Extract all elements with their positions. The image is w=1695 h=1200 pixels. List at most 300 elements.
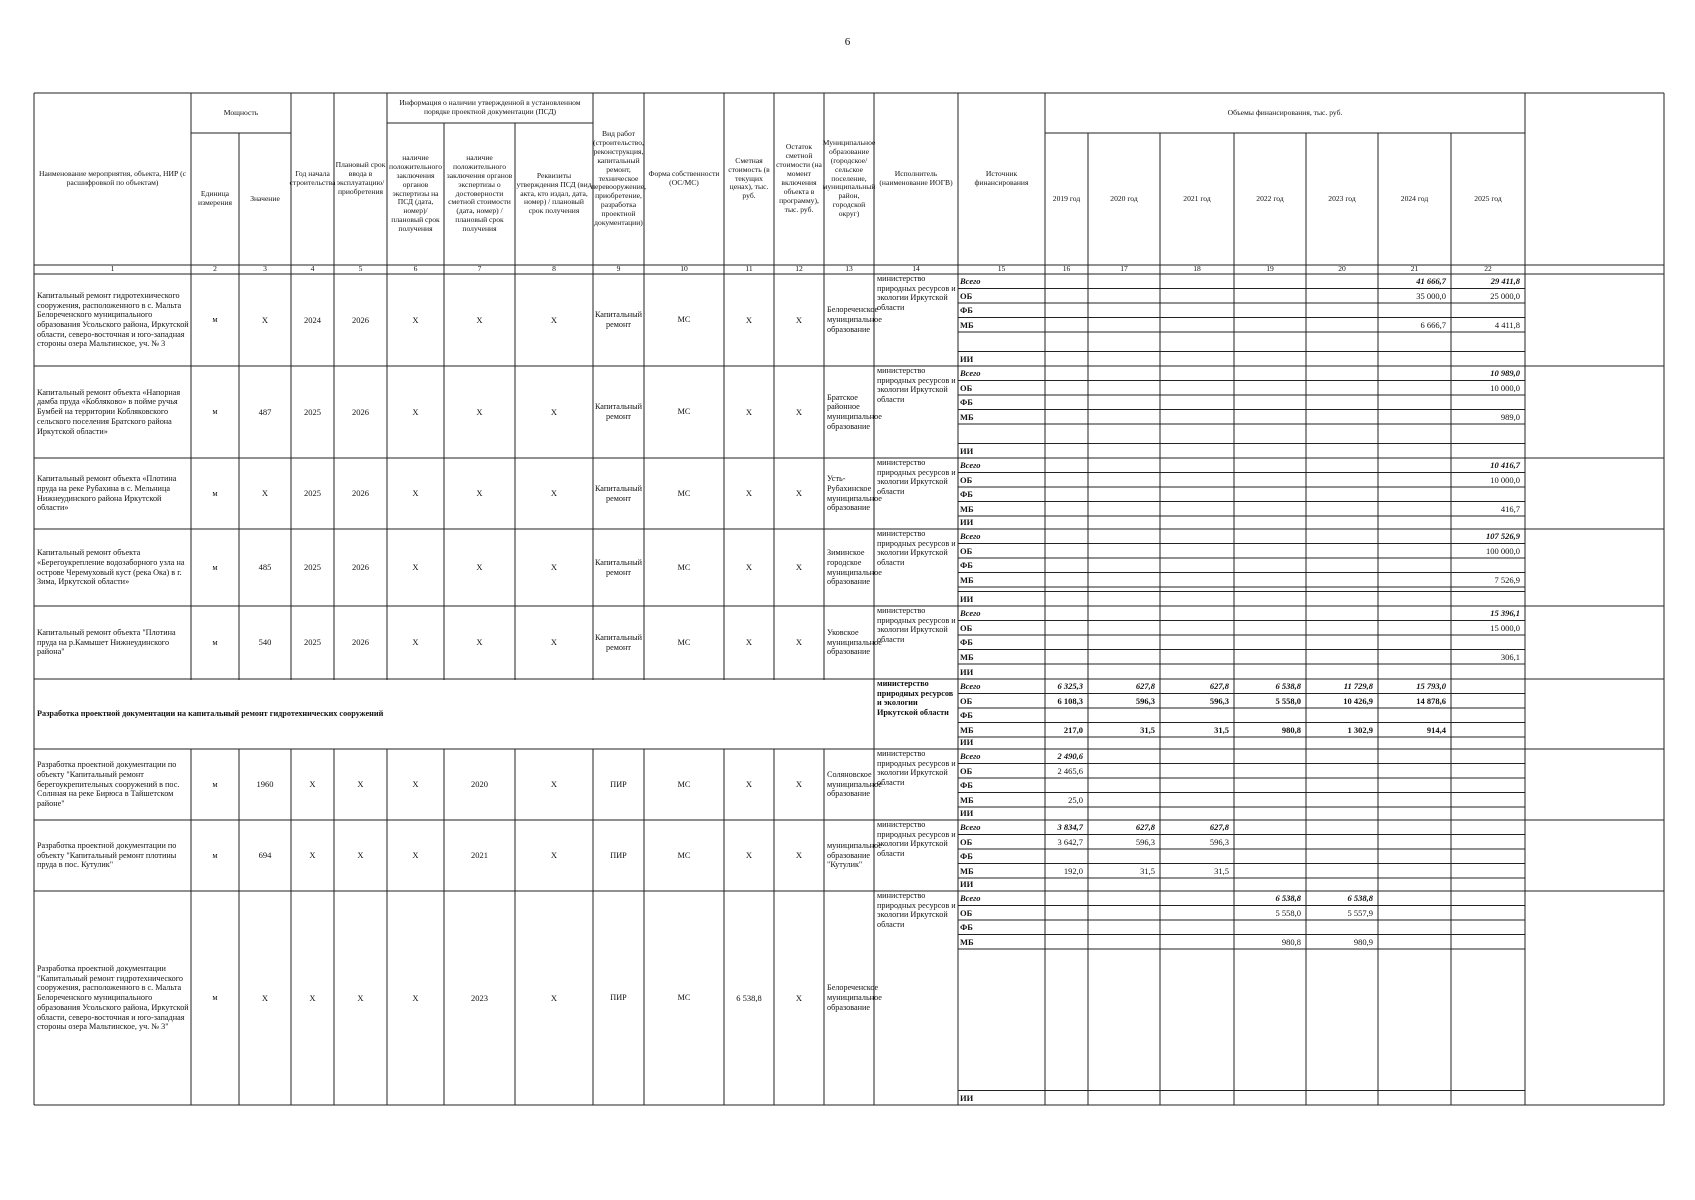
- column-number: 17: [1120, 264, 1128, 274]
- object-value: Х: [261, 314, 269, 325]
- header-unit: Единица измерения: [198, 189, 232, 207]
- object-municipality: муниципальное образование "Кутулик": [827, 840, 882, 870]
- funding-value: 596,3: [1209, 836, 1229, 847]
- column-number: 4: [310, 264, 315, 274]
- header-estimated-cost: Сметная стоимость (в текущих ценах), тыс. руб.: [728, 155, 770, 201]
- object-name: Капитальный ремонт объекта «Напорная дамба пруда «Кобляково» в пойме ручья Бумбей на территории Кобляковского сельского поселения Братского района Иркутской области»: [37, 387, 181, 436]
- funding-value: 6 538,8: [1275, 681, 1301, 692]
- source-label: ИИ: [960, 445, 974, 456]
- funding-value: 14 878,6: [1416, 695, 1446, 706]
- source-label: ОБ: [960, 545, 973, 556]
- object-psd-requisites: Х: [550, 562, 558, 573]
- object-psd-positive: Х: [412, 488, 419, 499]
- source-label: ОБ: [960, 765, 973, 776]
- header-value: Значение: [250, 193, 280, 203]
- funding-value: [1045, 606, 1088, 621]
- funding-value: [1306, 749, 1378, 764]
- funding-value: [1306, 708, 1378, 723]
- source-label: МБ: [960, 865, 974, 876]
- funding-value: [1088, 891, 1160, 906]
- funding-value: [1378, 303, 1451, 318]
- funding-value: [1378, 558, 1451, 573]
- object-psd-cost: Х: [476, 637, 483, 648]
- funding-value: [1234, 366, 1306, 381]
- funding-value: 25 000,0: [1490, 290, 1520, 301]
- funding-value: [1160, 906, 1234, 921]
- header-psd-cost: наличие положительного заключения органов экспертизы о достоверности сметной стоимости (дата, номер) / плановый срок получения: [446, 152, 513, 234]
- column-number: 6: [413, 264, 418, 274]
- source-label: Всего: [960, 368, 981, 379]
- funding-value: [1306, 635, 1378, 650]
- funding-value: [1160, 529, 1234, 544]
- funding-value: [1088, 778, 1160, 793]
- funding-value: [1045, 849, 1088, 864]
- object-remaining-cost: Х: [795, 637, 803, 648]
- funding-value: [1160, 515, 1234, 530]
- funding-value: [1045, 544, 1088, 559]
- funding-value: [1234, 665, 1306, 680]
- header-municipality: Муниципальное образование (городское/сельское поселение, муниципальный район, городской округ): [822, 137, 876, 219]
- funding-value: [1160, 606, 1234, 621]
- object-ownership: МС: [677, 315, 691, 325]
- funding-value: [1088, 606, 1160, 621]
- funding-value: [1045, 920, 1088, 935]
- funding-value: [1088, 544, 1160, 559]
- funding-value: [1045, 395, 1088, 410]
- object-ownership: МС: [677, 407, 691, 417]
- section-executor: министерство природных ресурсов и экологии Иркутской области: [877, 679, 954, 718]
- funding-value: 31,5: [1214, 724, 1229, 735]
- object-ownership: МС: [677, 993, 691, 1003]
- funding-value: [1306, 544, 1378, 559]
- funding-value: [1306, 621, 1378, 636]
- funding-value: [1234, 318, 1306, 333]
- funding-value: 31,5: [1140, 724, 1155, 735]
- funding-value: [1306, 606, 1378, 621]
- funding-value: [1088, 458, 1160, 473]
- funding-value: [1234, 458, 1306, 473]
- funding-value: [1088, 849, 1160, 864]
- object-remaining-cost: Х: [795, 314, 803, 325]
- funding-value: [1306, 665, 1378, 680]
- funding-value: [1451, 679, 1525, 694]
- funding-value: [1378, 529, 1451, 544]
- object-municipality: Усть-Рубахинское муниципальное образование: [827, 474, 882, 513]
- funding-value: [1088, 289, 1160, 304]
- funding-value: [1234, 303, 1306, 318]
- object-remaining-cost: Х: [795, 488, 803, 499]
- funding-value: [1088, 665, 1160, 680]
- header-name: Наименование мероприятия, объекта, НИР (с расшифровкой по объектам): [39, 169, 186, 187]
- funding-value: [1088, 573, 1160, 588]
- funding-value: [1378, 458, 1451, 473]
- funding-value: 914,4: [1426, 724, 1446, 735]
- funding-value: [1378, 877, 1451, 892]
- object-psd-positive: Х: [412, 992, 419, 1003]
- funding-value: 10 426,9: [1343, 695, 1373, 706]
- funding-value: [1088, 410, 1160, 425]
- funding-value: [1234, 735, 1306, 750]
- source-label: МБ: [960, 651, 974, 662]
- funding-value: [1306, 473, 1378, 488]
- funding-value: [1160, 558, 1234, 573]
- funding-value: 4 411,8: [1494, 319, 1520, 330]
- funding-value: [1378, 1091, 1451, 1106]
- object-executor: министерство природных ресурсов и экологии Иркутской области: [877, 606, 956, 645]
- funding-value: [1378, 650, 1451, 665]
- funding-value: 596,3: [1135, 836, 1155, 847]
- object-name: Капитальный ремонт объекта «Плотина пруда на реке Рубахина в с. Мельница Нижнеудинского района Иркутской области»: [37, 474, 177, 513]
- funding-value: [1378, 820, 1451, 835]
- object-estimated-cost: Х: [745, 637, 753, 648]
- object-ownership: МС: [677, 850, 691, 860]
- header-funding: Объемы финансирования, тыс. руб.: [1227, 107, 1343, 117]
- object-unit: м: [212, 993, 218, 1003]
- object-psd-requisites: Х: [550, 779, 558, 790]
- column-number: 20: [1338, 264, 1346, 274]
- source-label: Всего: [960, 531, 981, 542]
- object-unit: м: [212, 315, 218, 325]
- funding-value: [1088, 935, 1160, 950]
- column-number: 13: [845, 264, 853, 274]
- funding-value: [1160, 444, 1234, 459]
- funding-value: [1088, 650, 1160, 665]
- funding-value: 306,1: [1500, 651, 1520, 662]
- funding-value: [1234, 529, 1306, 544]
- object-name: Капитальный ремонт гидротехнического сооружения, расположенного в с. Мальта Белореченского муниципального образования Усольского района, Иркутской области, северо-восточная и юго-западная стороны озера Мальтинское, уч. № 3: [37, 290, 189, 349]
- object-work-type: ПИР: [610, 850, 627, 860]
- header-remaining-cost: Остаток сметной стоимости (на момент включения объекта в программу), тыс. руб.: [776, 142, 822, 214]
- funding-value: [1088, 906, 1160, 921]
- funding-value: [1160, 621, 1234, 636]
- object-remaining-cost: Х: [795, 992, 803, 1003]
- funding-value: [1306, 778, 1378, 793]
- source-label: Всего: [960, 751, 981, 762]
- source-label: ИИ: [960, 878, 974, 889]
- object-psd-cost: 2021: [471, 850, 488, 861]
- header-source: Источник финансирования: [974, 169, 1029, 187]
- funding-value: [1378, 806, 1451, 821]
- funding-value: [1378, 606, 1451, 621]
- funding-value: [1088, 708, 1160, 723]
- source-label: ИИ: [960, 593, 974, 604]
- funding-value: [1306, 849, 1378, 864]
- source-label: МБ: [960, 411, 974, 422]
- funding-value: [1160, 749, 1234, 764]
- funding-value: 6 538,8: [1275, 893, 1301, 904]
- column-number: 10: [680, 264, 688, 274]
- funding-value: [1451, 635, 1525, 650]
- object-planned: 2026: [352, 406, 369, 417]
- header-year: 2021 год: [1183, 193, 1211, 203]
- funding-value: [1045, 891, 1088, 906]
- funding-value: [1045, 381, 1088, 396]
- object-psd-positive: Х: [412, 314, 419, 325]
- funding-value: [1378, 891, 1451, 906]
- funding-value: [1045, 877, 1088, 892]
- funding-value: [1451, 444, 1525, 459]
- funding-value: [1160, 395, 1234, 410]
- funding-value: [1306, 410, 1378, 425]
- funding-value: [1378, 906, 1451, 921]
- funding-value: [1234, 544, 1306, 559]
- funding-value: [1306, 806, 1378, 821]
- column-number: 22: [1484, 264, 1492, 274]
- funding-value: [1378, 573, 1451, 588]
- funding-value: [1451, 735, 1525, 750]
- funding-value: [1045, 621, 1088, 636]
- funding-value: [1160, 592, 1234, 607]
- funding-value: [1451, 891, 1525, 906]
- funding-value: [1451, 806, 1525, 821]
- column-number: 21: [1410, 264, 1419, 274]
- object-planned: 2026: [352, 314, 369, 325]
- funding-value: [1234, 515, 1306, 530]
- funding-value: [1088, 558, 1160, 573]
- source-label: Всего: [960, 276, 981, 287]
- funding-value: [1378, 487, 1451, 502]
- funding-value: [1234, 635, 1306, 650]
- funding-value: [1088, 621, 1160, 636]
- column-number: 18: [1193, 264, 1201, 274]
- funding-value: [1234, 487, 1306, 502]
- funding-value: [1088, 920, 1160, 935]
- header-planned-term: Плановый срок ввода в эксплуатацию/приобретения: [335, 160, 386, 196]
- object-remaining-cost: Х: [795, 562, 803, 573]
- funding-value: [1234, 473, 1306, 488]
- object-estimated-cost: Х: [745, 488, 753, 499]
- funding-value: 980,9: [1353, 936, 1373, 947]
- source-label: ФБ: [960, 922, 973, 933]
- object-ownership: МС: [677, 779, 691, 789]
- funding-value: 416,7: [1500, 503, 1520, 514]
- funding-value: [1045, 906, 1088, 921]
- funding-value: [1045, 318, 1088, 333]
- funding-value: [1160, 487, 1234, 502]
- funding-value: 5 558,0: [1275, 907, 1301, 918]
- funding-value: [1045, 515, 1088, 530]
- header-year: 2024 год: [1400, 193, 1429, 203]
- funding-value: [1378, 444, 1451, 459]
- funding-value: [1306, 444, 1378, 459]
- funding-value: [1160, 544, 1234, 559]
- source-label: Всего: [960, 460, 981, 471]
- header-start-year: Год начала строительства: [289, 169, 336, 187]
- funding-value: [1160, 1091, 1234, 1106]
- funding-value: [1378, 544, 1451, 559]
- source-label: ИИ: [960, 736, 974, 747]
- header-executor: Исполнитель (наименование ИОГВ): [879, 169, 953, 187]
- funding-value: [1306, 458, 1378, 473]
- funding-value: 2 490,6: [1057, 751, 1083, 762]
- funding-value: [1306, 835, 1378, 850]
- funding-value: 6 325,3: [1057, 681, 1083, 692]
- funding-value: 10 989,0: [1490, 368, 1520, 379]
- funding-value: 2 465,6: [1057, 765, 1083, 776]
- column-number: 5: [358, 264, 363, 274]
- funding-value: 29 411,8: [1490, 276, 1520, 287]
- funding-value: [1451, 849, 1525, 864]
- funding-value: [1234, 849, 1306, 864]
- source-label: МБ: [960, 936, 974, 947]
- object-psd-cost: Х: [476, 314, 483, 325]
- source-label: ФБ: [960, 710, 973, 721]
- funding-value: [1045, 778, 1088, 793]
- funding-value: [1088, 381, 1160, 396]
- object-psd-cost: 2020: [471, 779, 488, 790]
- column-number: 1: [110, 264, 115, 274]
- funding-value: 1 302,9: [1347, 724, 1373, 735]
- header-capacity: Мощность: [223, 107, 259, 117]
- funding-value: [1234, 621, 1306, 636]
- funding-value: [1045, 935, 1088, 950]
- funding-value: [1088, 764, 1160, 779]
- object-name: Капитальный ремонт объекта "Плотина пруда на р.Камышет Нижнеудинского района": [37, 627, 176, 657]
- funding-value: 596,3: [1135, 695, 1155, 706]
- funding-value: [1234, 835, 1306, 850]
- object-estimated-cost: 6 538,8: [736, 992, 762, 1003]
- funding-value: [1088, 735, 1160, 750]
- page-number: 6: [844, 36, 851, 48]
- object-value: 540: [258, 637, 272, 648]
- funding-value: [1045, 708, 1088, 723]
- object-name: Капитальный ремонт объекта «Берегоукрепление водозаборного узла на острове Черемуховый куст (река Ока) в г. Зима, Иркутской области»: [37, 548, 185, 587]
- funding-value: [1451, 778, 1525, 793]
- column-number: 11: [745, 264, 753, 274]
- funding-value: [1088, 487, 1160, 502]
- funding-value: 25,0: [1068, 794, 1083, 805]
- header-year: 2022 год: [1256, 193, 1284, 203]
- funding-value: [1160, 352, 1234, 367]
- object-start: Х: [309, 992, 316, 1003]
- funding-value: [1045, 650, 1088, 665]
- funding-value: 7 526,9: [1494, 574, 1520, 585]
- funding-value: 980,8: [1281, 936, 1301, 947]
- funding-value: [1234, 558, 1306, 573]
- funding-value: [1378, 835, 1451, 850]
- funding-value: [1306, 487, 1378, 502]
- funding-value: 627,8: [1135, 822, 1155, 833]
- object-psd-cost: Х: [476, 406, 483, 417]
- funding-value: [1234, 920, 1306, 935]
- funding-value: [1451, 395, 1525, 410]
- object-executor: министерство природных ресурсов и экологии Иркутской области: [877, 274, 956, 313]
- funding-value: 627,8: [1209, 822, 1229, 833]
- funding-value: [1306, 920, 1378, 935]
- funding-value: [1045, 352, 1088, 367]
- funding-value: [1234, 778, 1306, 793]
- source-label: ИИ: [960, 516, 974, 527]
- object-ownership: МС: [677, 562, 691, 572]
- object-psd-cost: Х: [476, 488, 483, 499]
- section-title: Разработка проектной документации на капитальный ремонт гидротехнических сооружений: [37, 709, 384, 719]
- funding-value: [1234, 573, 1306, 588]
- source-label: ОБ: [960, 474, 973, 485]
- source-label: ФБ: [960, 397, 973, 408]
- funding-value: [1160, 473, 1234, 488]
- object-psd-requisites: Х: [550, 314, 558, 325]
- object-remaining-cost: Х: [795, 779, 803, 790]
- object-start: Х: [309, 779, 316, 790]
- source-label: ОБ: [960, 622, 973, 633]
- funding-value: [1451, 487, 1525, 502]
- funding-value: [1160, 764, 1234, 779]
- object-unit: м: [212, 488, 218, 498]
- funding-value: 3 642,7: [1057, 836, 1083, 847]
- object-psd-requisites: Х: [550, 637, 558, 648]
- funding-value: [1045, 289, 1088, 304]
- funding-value: [1234, 352, 1306, 367]
- funding-value: [1088, 366, 1160, 381]
- funding-value: 6 538,8: [1347, 893, 1373, 904]
- funding-value: [1045, 558, 1088, 573]
- funding-value: [1234, 606, 1306, 621]
- funding-value: [1378, 395, 1451, 410]
- object-municipality: Братское районное муниципальное образование: [827, 392, 882, 431]
- source-label: ОБ: [960, 382, 973, 393]
- funding-value: 6 108,3: [1057, 695, 1083, 706]
- source-label: ФБ: [960, 780, 973, 791]
- object-unit: м: [212, 637, 218, 647]
- funding-value: [1378, 381, 1451, 396]
- column-number: 8: [552, 264, 556, 274]
- funding-value: [1234, 381, 1306, 396]
- funding-value: [1088, 1091, 1160, 1106]
- funding-value: [1160, 778, 1234, 793]
- funding-value: [1234, 444, 1306, 459]
- funding-value: [1234, 395, 1306, 410]
- funding-value: [1306, 395, 1378, 410]
- funding-value: [1234, 410, 1306, 425]
- column-number: 19: [1266, 264, 1274, 274]
- funding-value: [1378, 592, 1451, 607]
- funding-value: 31,5: [1214, 865, 1229, 876]
- funding-value: [1045, 735, 1088, 750]
- funding-value: [1045, 444, 1088, 459]
- object-municipality: Соляновское муниципальное образование: [827, 769, 882, 799]
- object-psd-positive: Х: [412, 779, 419, 790]
- object-value: Х: [261, 488, 269, 499]
- funding-value: [1378, 665, 1451, 680]
- funding-value: 627,8: [1209, 681, 1229, 692]
- funding-value: 41 666,7: [1416, 276, 1446, 287]
- funding-value: [1451, 515, 1525, 530]
- funding-value: 10 000,0: [1490, 474, 1520, 485]
- object-psd-positive: Х: [412, 850, 419, 861]
- funding-value: [1088, 395, 1160, 410]
- object-value: 1960: [256, 779, 274, 790]
- funding-value: [1088, 318, 1160, 333]
- funding-value: [1306, 366, 1378, 381]
- funding-value: [1045, 473, 1088, 488]
- funding-value: [1378, 473, 1451, 488]
- funding-value: [1088, 473, 1160, 488]
- object-work-type: Капитальный ремонт: [594, 310, 643, 329]
- funding-value: [1045, 410, 1088, 425]
- funding-value: [1378, 920, 1451, 935]
- column-number: 9: [616, 264, 621, 274]
- column-number: 14: [912, 264, 920, 274]
- object-estimated-cost: Х: [745, 314, 753, 325]
- object-psd-positive: Х: [412, 406, 419, 417]
- funding-value: [1451, 1091, 1525, 1106]
- object-start: 2025: [304, 488, 321, 499]
- source-label: Всего: [960, 822, 981, 833]
- funding-value: [1088, 529, 1160, 544]
- object-psd-cost: 2023: [471, 992, 488, 1003]
- object-remaining-cost: Х: [795, 850, 803, 861]
- object-executor: министерство природных ресурсов и экологии Иркутской области: [877, 458, 956, 497]
